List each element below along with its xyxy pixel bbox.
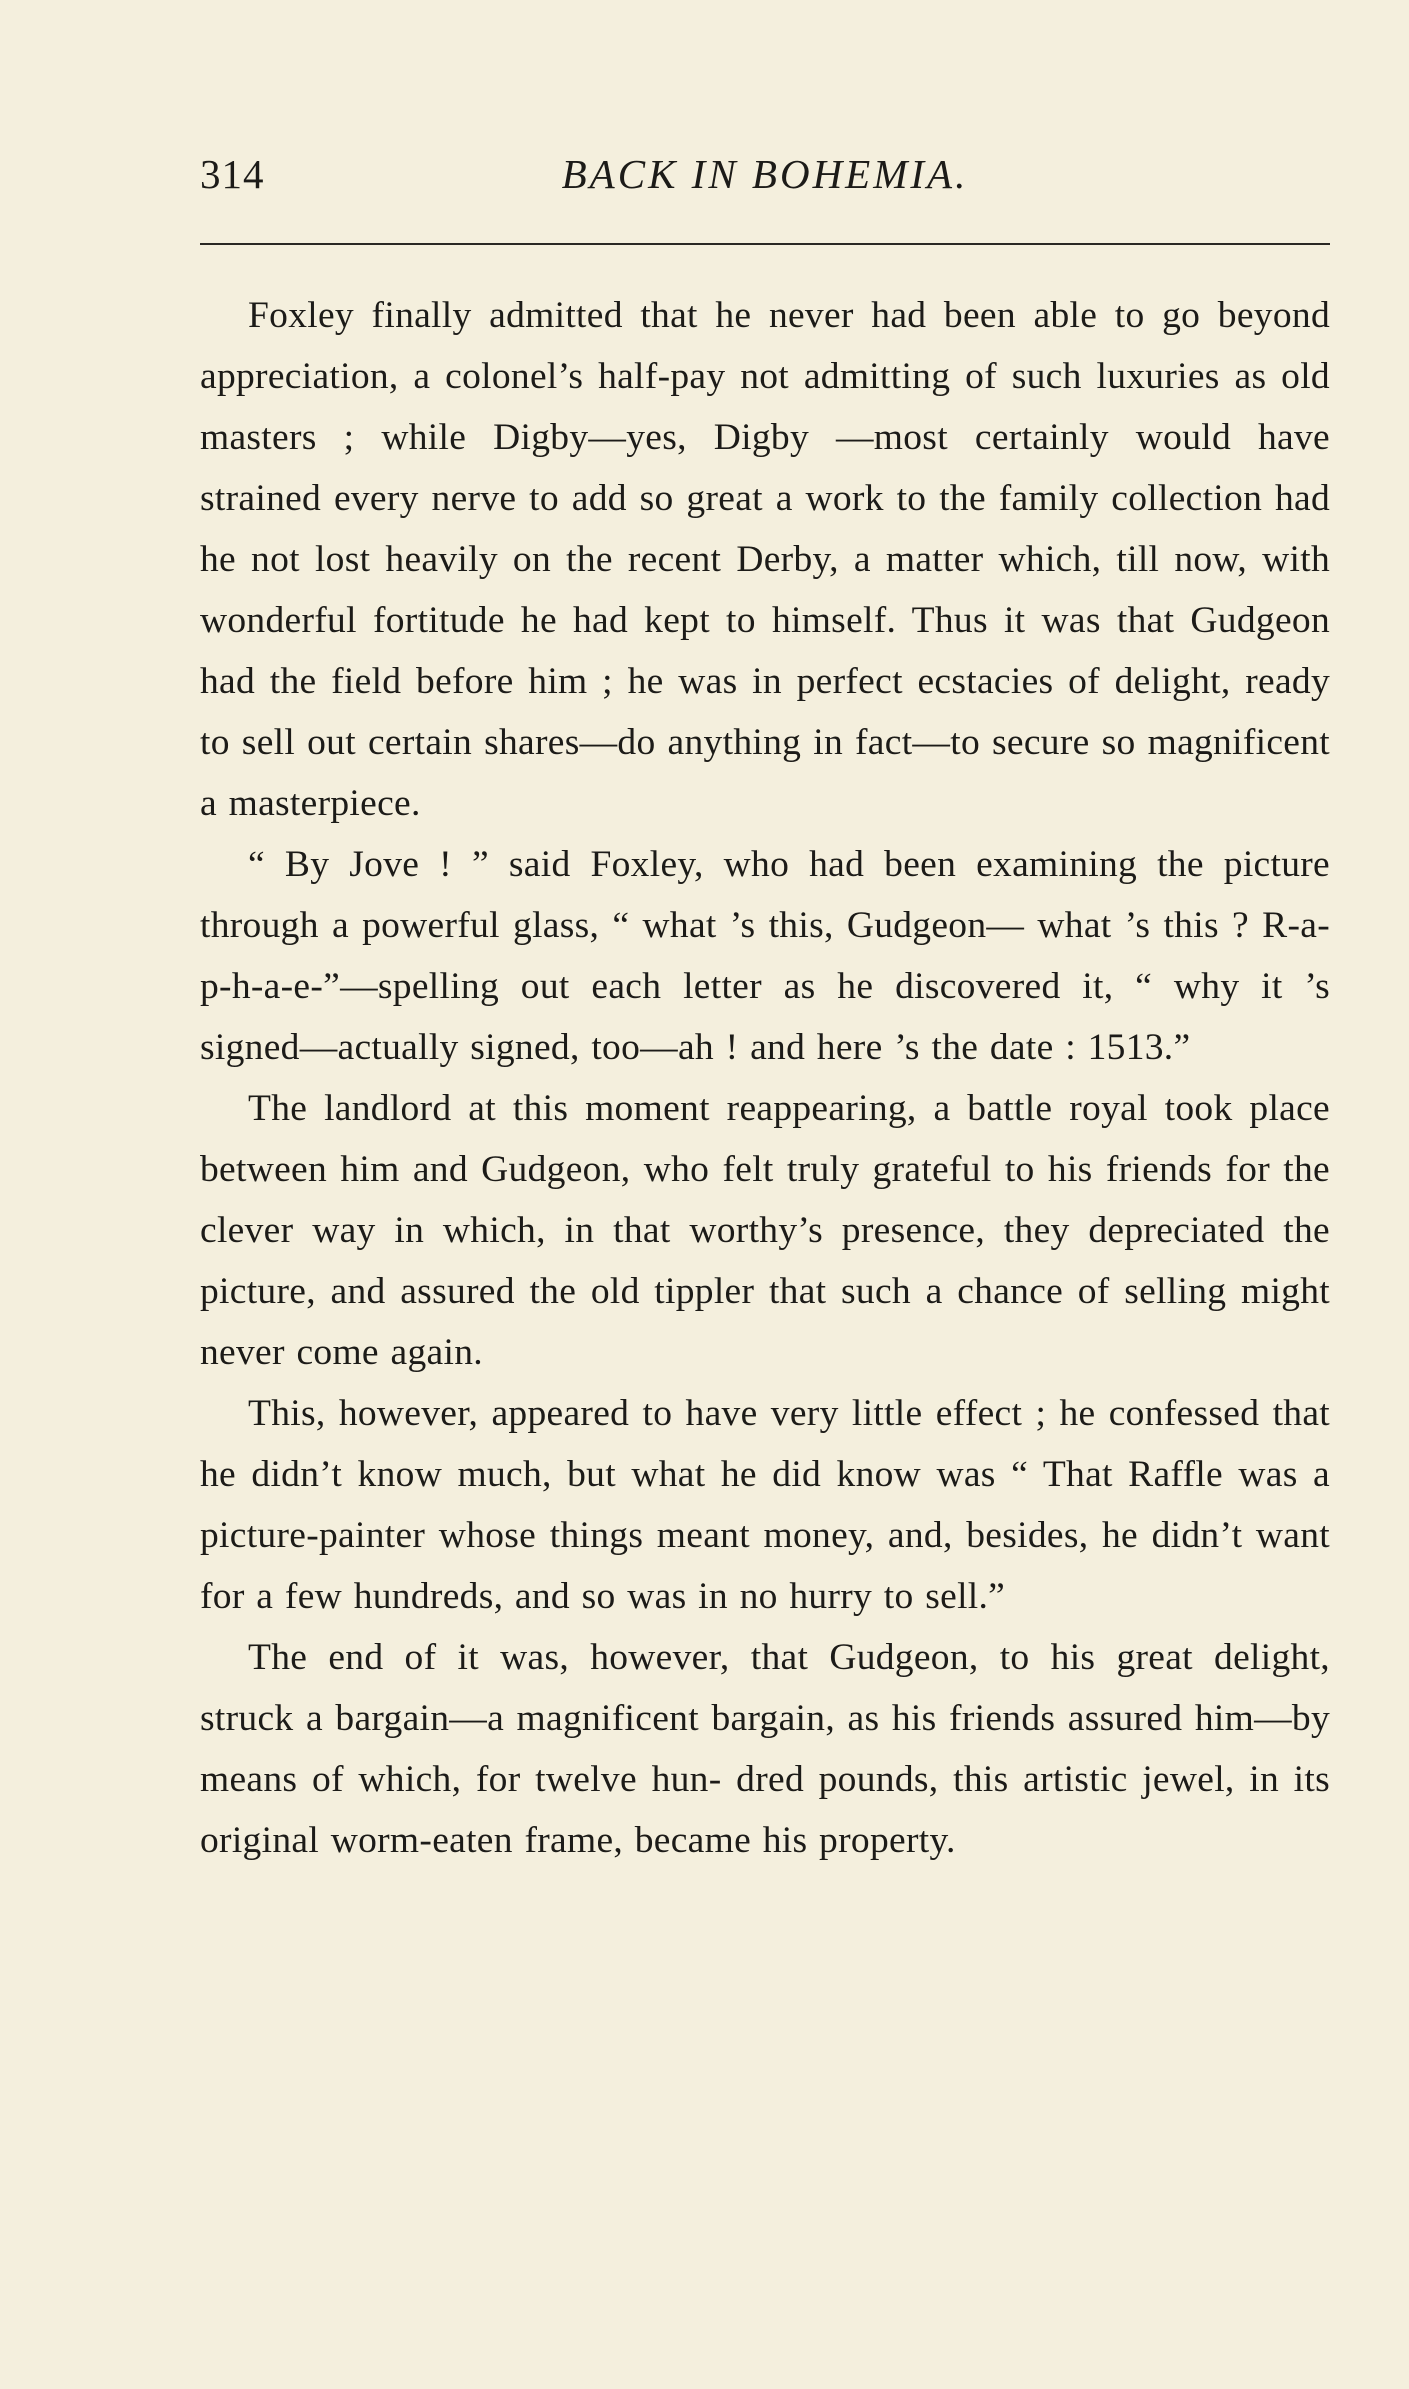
page-number: 314 [200, 151, 265, 197]
paragraph: The end of it was, however, that Gudgeon, to his great delight, struck a bargain—a magnificent bargain, as his friends assured him—by means of which, for twelve hun- dred pounds, this artistic jewel, in its original worm-eaten frame, became his property. [200, 1637, 1330, 1861]
paragraph: “ By Jove ! ” said Foxley, who had been examining the picture through a powerful glass, “ what ’s this, Gudgeon— what ’s this ? R-a-p-h-a-e-”—spelling out each letter as he discovered it, “ why it ’s signed—actually signed, too—ah ! and here ’s the date : 1513.” [200, 844, 1330, 1068]
page-header [200, 150, 1330, 210]
header-rule [200, 243, 1330, 245]
paragraph: Foxley finally admitted that he never had been able to go beyond appreciation, a colonel’s half-pay not admitting of such luxuries as old masters ; while Digby—yes, Digby —most certainly would have strained every nerve to add so great a work to the family collection had he not lost heavily on the recent Derby, a matter which, till now, with wonderful fortitude he had kept to himself. Thus it was that Gudgeon had the field before him ; he was in perfect ecstacies of delight, ready to sell out certain shares—do anything in fact—to secure so magnificent a masterpiece. [200, 295, 1330, 824]
paragraph: The landlord at this moment reappearing, a battle royal took place between him and Gudgeon, who felt truly grateful to his friends for the clever way in which, in that worthy’s presence, they depreciated the picture, and assured the old tippler that such a chance of selling might never come again. [200, 1088, 1330, 1373]
body-text [200, 285, 1330, 1871]
running-title: BACK IN BOHEMIA. [561, 151, 969, 197]
paragraph: This, however, appeared to have very little effect ; he confessed that he didn’t know much, but what he did know was “ That Raffle was a picture-painter whose things meant money, and, besides, he didn’t want for a few hundreds, and so was in no hurry to sell.” [200, 1393, 1330, 1617]
